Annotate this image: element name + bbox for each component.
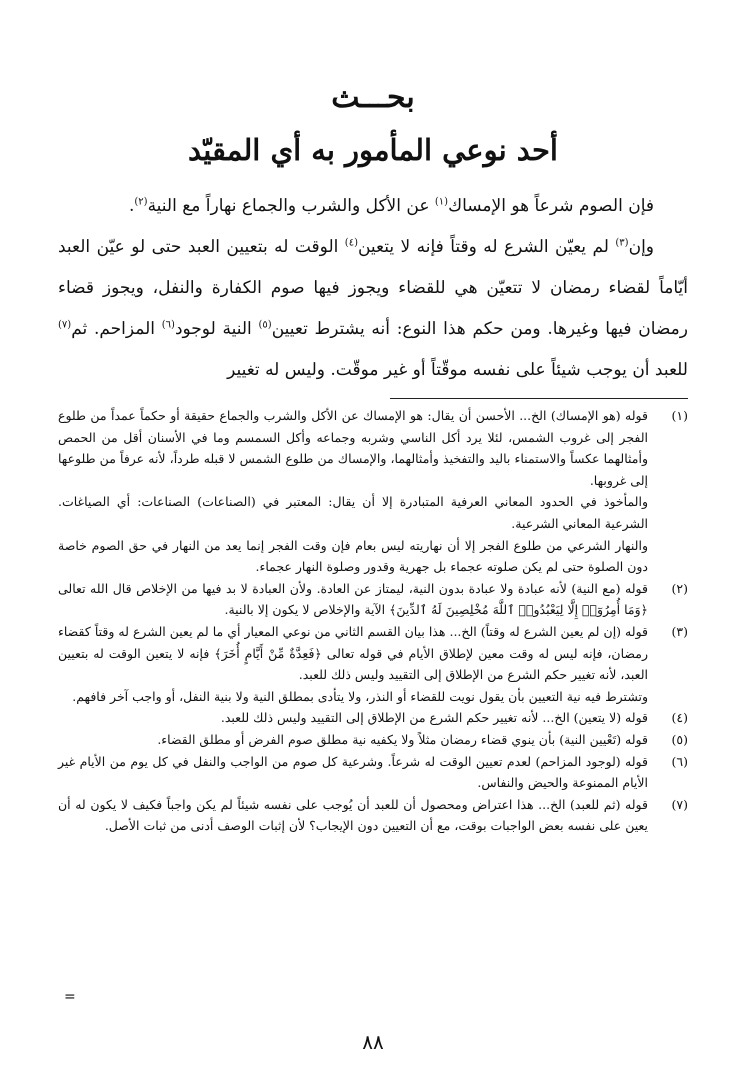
footnote-6 <box>58 751 688 794</box>
footnote-text: قوله (هو الإمساك) الخ... الأحسن أن يقال: هو الإمساك عن الأكل والشرب والجماع حقيقة أو حكماً عمداً من طلوع الفجر إلى غروب الشمس، لئلا يرد أكل الناسي وشربه وجماعه وأكل السمسم وما في الأسنان أقل من الحمص وأمثالهما عكساً والاستمناء باليد والتفخيذ وأمثالهما، والإمساك من طلوع الشمس لا قبله طرداً، لأنه عرفاً من طلوعها إلى غروبها. <box>58 408 648 488</box>
footnote-number: (٧) <box>671 796 688 812</box>
footnote-number: (١) <box>671 408 688 423</box>
main-text <box>58 186 688 391</box>
body-text: وإن <box>628 237 654 257</box>
footnote-4 <box>58 707 688 729</box>
footnote-text: قوله (ثم للعبد) الخ... هذا اعتراض ومحصول أن للعبد أن يُوجب على نفسه شيئاً لم يكن واجباً فكيف لا يكون له أن يعين على نفسه بعض الواجبات بوقت، مع أن التعيين دون الإيجاب؟ لأن إثبات الوصف أدنى من ثبات الأصل. <box>58 796 648 834</box>
footnotes <box>58 405 688 837</box>
footnote-number: (٥) <box>671 731 688 747</box>
body-paragraph <box>58 186 688 227</box>
footnote-2 <box>58 578 688 621</box>
body-paragraph <box>58 227 688 391</box>
footnote-ref: (٥) <box>258 319 272 331</box>
footnote-ref: (٤) <box>344 237 358 249</box>
footnote-text: قوله (مع النية) لأنه عبادة ولا عبادة بدون النية، ليمتاز عن العادة. ولأن العبادة لا بد فيها من الإخلاص قال الله تعالى ﴿وَمَا أُمِرُوٓا۟ إِلَّا لِيَعْبُدُوا۟ ٱللَّهَ مُخْلِصِينَ لَهُ ٱلدِّينَ﴾ الآية والإخلاص لا يكون إلا بالنية. <box>58 580 648 618</box>
body-text: . <box>128 196 135 216</box>
footnote-ref: (٧) <box>58 319 72 331</box>
footnote-5 <box>58 729 688 751</box>
footnote-ref: (١) <box>434 196 449 208</box>
footnote-ref: (٣) <box>615 237 629 249</box>
footnote-continuation: والمأخوذ في الحدود المعاني العرفية المتبادرة إلا أن يقال: المعتبر في (الصناعات) الصناعات: أي الصياغات. الشرعية المعاني الشرعية. <box>58 494 648 531</box>
page-number: ٨٨ <box>362 1030 384 1054</box>
footnote-3 <box>58 621 688 686</box>
page-title: أحد نوعي المأمور به أي المقيّد <box>188 133 558 167</box>
continuation-mark: = <box>64 989 76 1005</box>
footnote-ref: (٦) <box>161 319 175 331</box>
document-page <box>58 0 688 1089</box>
footnote-number: (٢) <box>671 580 688 596</box>
footnote-number: (٤) <box>671 710 688 726</box>
body-text: الوقت له بتعيين العبد حتى لو عيّن العبد أيّاماً لقضاء رمضان لا تتعيّن هي للقضاء ويجوز فيها صوم الكفارة والنفل، ويجوز قضاء رمضان فيها وغيرها. ومن حكم هذا النوع: أنه يشترط تعيين <box>58 237 688 339</box>
footnote-text: قوله (لا يتعين) الخ... لأنه تغيير حكم الشرع من الإطلاق إلى التقييد وليس ذلك للعبد. <box>220 710 648 726</box>
body-text: عن الأكل والشرب والجماع نهاراً مع النية <box>147 196 435 216</box>
footnote-continuation: وتشترط فيه نية التعيين بأن يقول نويت للقضاء أو النذر، ولا يتأدى بمطلق النية ولا بنية النفل، أو واجب آخر فافهم. <box>72 688 648 704</box>
footnote-text: قوله (لوجود المزاحم) لعدم تعيين الوقت له شرعاً. وشرعية كل صوم من الواجب والنفل في كل يوم من الأيام غير الأيام الممنوعة والحيض والنفاس. <box>58 753 648 791</box>
body-text: للعبد أن يوجب شيئاً على نفسه موقّتاً أو غير موقّت. وليس له تغيير <box>227 360 688 380</box>
body-text: النية لوجود <box>174 319 259 339</box>
body-text: لم يعيّن الشرع له وقتاً فإنه لا يتعين <box>357 237 616 257</box>
body-text: المزاحم. ثم <box>71 319 162 339</box>
footnote-continuation: والنهار الشرعي من طلوع الفجر إلا أن نهاريته ليس بعام فإن وقت الفجر إنما يعد من النهار في حق الصوم خاصة دون الصلوة حتى لم يكن صلوته عجماء بل جهرية وقدور وصلوة النهار عجماء. <box>58 537 648 575</box>
footnote-text: قوله (تَعْيين النية) بأن ينوي قضاء رمضان مثلاً ولا يكفيه نية مطلق صوم الفرض أو مطلق القضاء. <box>157 731 648 747</box>
footnote-ref: (٢) <box>134 196 148 208</box>
footnote-number: (٦) <box>671 753 688 769</box>
footnote-7 <box>58 794 688 837</box>
body-text: فإن الصوم شرعاً هو الإمساك <box>448 196 654 216</box>
footnote-number: (٣) <box>671 623 688 639</box>
footnote-separator <box>390 398 688 399</box>
footnote-text: قوله (إن لم يعين الشرع له وقتاً) الخ... هذا بيان القسم الثاني من نوعي المعيار أي ما لم يعين الشرع له وقتاً كقضاء رمضان، فإنه ليس له وقت معين لإطلاق الأيام في قوله تعالى ﴿فَعِدَّةٌ مِّنْ أَيَّامٍ أُخَرَ﴾ فإنه لا يتعين الوقت له بتعيين العبد، لأنه تغيير حكم الشرع من الإطلاق إلى التقييد وليس ذلك للعبد. <box>58 623 648 683</box>
section-heading: بحـــث <box>331 80 415 115</box>
footnote-1 <box>58 405 688 491</box>
